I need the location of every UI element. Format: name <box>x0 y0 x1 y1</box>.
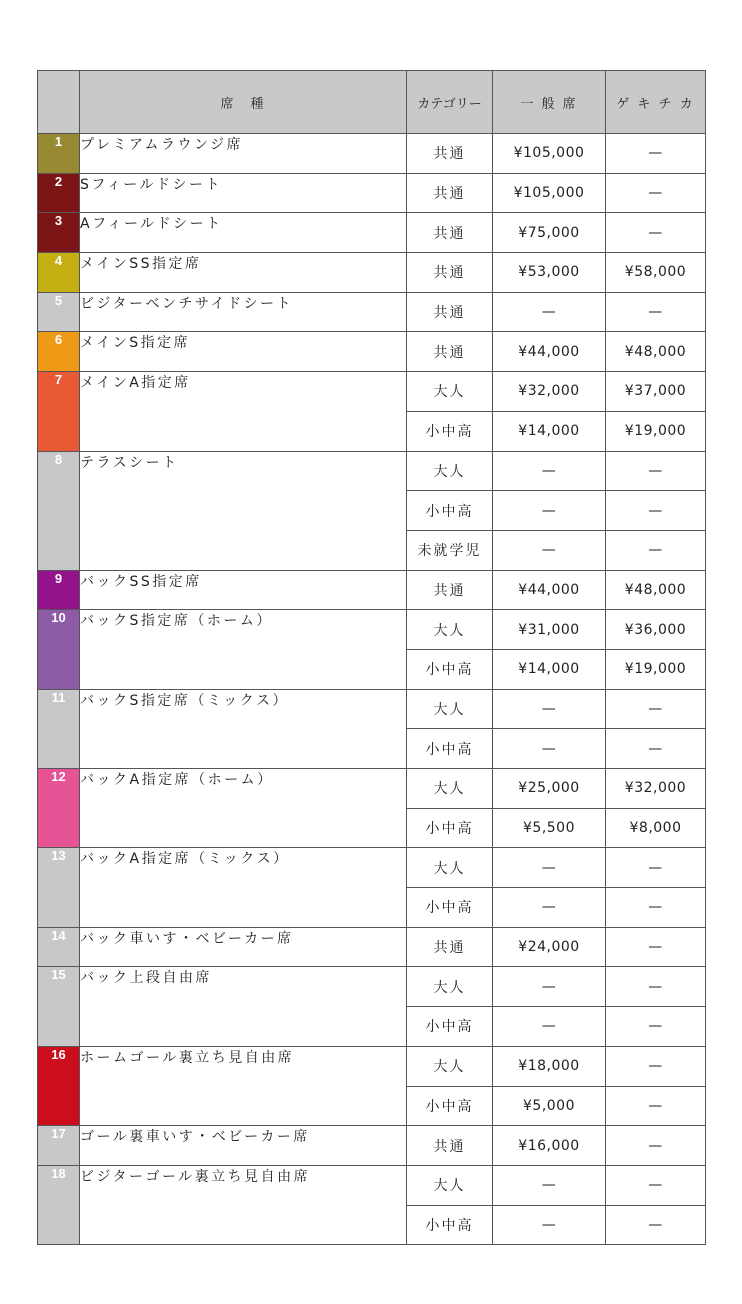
table-row <box>38 253 706 293</box>
table-row <box>38 1126 706 1166</box>
gekichika-price: — <box>606 451 706 491</box>
ticket-category: 小中高 <box>407 1007 493 1047</box>
seat-type-name: バックS指定席（ミックス） <box>80 689 407 768</box>
seat-type-name: メインSS指定席 <box>80 253 407 293</box>
ticket-category: 大人 <box>407 967 493 1007</box>
general-price: — <box>493 689 606 729</box>
seat-number-badge: 17 <box>38 1126 80 1166</box>
table-row <box>38 1046 706 1086</box>
header-number <box>38 71 80 134</box>
general-price: ¥105,000 <box>493 173 606 213</box>
general-price: — <box>493 888 606 928</box>
general-price: ¥25,000 <box>493 769 606 809</box>
gekichika-price: — <box>606 530 706 570</box>
general-price: ¥5,500 <box>493 808 606 848</box>
general-price: — <box>493 967 606 1007</box>
seat-type-name: バックS指定席（ホーム） <box>80 610 407 689</box>
table-row <box>38 689 706 729</box>
general-price: ¥32,000 <box>493 372 606 412</box>
gekichika-price: ¥37,000 <box>606 372 706 412</box>
ticket-category: 共通 <box>407 134 493 174</box>
header-seat-type: 席 種 <box>80 71 407 134</box>
general-price: — <box>493 530 606 570</box>
seat-number-badge: 5 <box>38 292 80 332</box>
table-row <box>38 134 706 174</box>
gekichika-price: ¥48,000 <box>606 332 706 372</box>
gekichika-price: — <box>606 1007 706 1047</box>
ticket-category: 大人 <box>407 1046 493 1086</box>
general-price: — <box>493 1205 606 1245</box>
ticket-category: 大人 <box>407 848 493 888</box>
general-price: — <box>493 729 606 769</box>
general-price: — <box>493 292 606 332</box>
ticket-category: 共通 <box>407 253 493 293</box>
table-row <box>38 213 706 253</box>
seat-number-badge: 1 <box>38 134 80 174</box>
seat-type-name: バック上段自由席 <box>80 967 407 1046</box>
gekichika-price: — <box>606 213 706 253</box>
table-row <box>38 570 706 610</box>
seat-type-name: バックA指定席（ミックス） <box>80 848 407 927</box>
table-row <box>38 372 706 412</box>
table-row <box>38 967 706 1007</box>
seat-price-table <box>37 70 706 1245</box>
gekichika-price: — <box>606 1086 706 1126</box>
seat-number-badge: 9 <box>38 570 80 610</box>
general-price: — <box>493 1007 606 1047</box>
seat-number-badge: 3 <box>38 213 80 253</box>
ticket-category: 大人 <box>407 769 493 809</box>
gekichika-price: ¥8,000 <box>606 808 706 848</box>
table-row <box>38 292 706 332</box>
gekichika-price: — <box>606 134 706 174</box>
ticket-category: 共通 <box>407 173 493 213</box>
table-body <box>38 134 706 1245</box>
gekichika-price: — <box>606 1046 706 1086</box>
ticket-category: 共通 <box>407 927 493 967</box>
gekichika-price: — <box>606 173 706 213</box>
general-price: ¥14,000 <box>493 411 606 451</box>
ticket-category: 大人 <box>407 689 493 729</box>
seat-number-badge: 6 <box>38 332 80 372</box>
ticket-category: 小中高 <box>407 1205 493 1245</box>
ticket-category: 小中高 <box>407 649 493 689</box>
general-price: ¥5,000 <box>493 1086 606 1126</box>
general-price: ¥18,000 <box>493 1046 606 1086</box>
gekichika-price: — <box>606 1165 706 1205</box>
seat-type-name: Sフィールドシート <box>80 173 407 213</box>
gekichika-price: — <box>606 1126 706 1166</box>
ticket-category: 大人 <box>407 610 493 650</box>
header-row <box>38 71 706 134</box>
gekichika-price: — <box>606 888 706 928</box>
ticket-category: 大人 <box>407 1165 493 1205</box>
table-row <box>38 1165 706 1205</box>
table-row <box>38 173 706 213</box>
gekichika-price: — <box>606 927 706 967</box>
general-price: — <box>493 1165 606 1205</box>
gekichika-price: ¥48,000 <box>606 570 706 610</box>
gekichika-price: ¥36,000 <box>606 610 706 650</box>
seat-type-name: バック車いす・ベビーカー席 <box>80 927 407 967</box>
header-general-seat: 一 般 席 <box>493 71 606 134</box>
seat-type-name: ホームゴール裏立ち見自由席 <box>80 1046 407 1125</box>
seat-type-name: Aフィールドシート <box>80 213 407 253</box>
header-category: カテゴリー <box>407 71 493 134</box>
general-price: ¥105,000 <box>493 134 606 174</box>
ticket-category: 小中高 <box>407 888 493 928</box>
seat-number-badge: 16 <box>38 1046 80 1125</box>
seat-type-name: ビジターゴール裏立ち見自由席 <box>80 1165 407 1244</box>
general-price: ¥75,000 <box>493 213 606 253</box>
ticket-category: 共通 <box>407 570 493 610</box>
ticket-category: 小中高 <box>407 1086 493 1126</box>
seat-number-badge: 15 <box>38 967 80 1046</box>
seat-number-badge: 10 <box>38 610 80 689</box>
seat-type-name: ゴール裏車いす・ベビーカー席 <box>80 1126 407 1166</box>
gekichika-price: — <box>606 689 706 729</box>
seat-number-badge: 18 <box>38 1165 80 1244</box>
header-gekichika: ゲ キ チ カ <box>606 71 706 134</box>
ticket-category: 大人 <box>407 451 493 491</box>
seat-number-badge: 4 <box>38 253 80 293</box>
gekichika-price: — <box>606 292 706 332</box>
seat-type-name: メインS指定席 <box>80 332 407 372</box>
ticket-category: 共通 <box>407 213 493 253</box>
general-price: ¥31,000 <box>493 610 606 650</box>
gekichika-price: — <box>606 1205 706 1245</box>
ticket-category: 未就学児 <box>407 530 493 570</box>
seat-number-badge: 12 <box>38 769 80 848</box>
general-price: — <box>493 451 606 491</box>
ticket-category: 小中高 <box>407 808 493 848</box>
ticket-category: 共通 <box>407 292 493 332</box>
seat-number-badge: 11 <box>38 689 80 768</box>
ticket-category: 共通 <box>407 1126 493 1166</box>
seat-type-name: メインA指定席 <box>80 372 407 451</box>
ticket-category: 共通 <box>407 332 493 372</box>
table-row <box>38 451 706 491</box>
table-row <box>38 769 706 809</box>
seat-number-badge: 7 <box>38 372 80 451</box>
seat-number-badge: 13 <box>38 848 80 927</box>
seat-type-name: テラスシート <box>80 451 407 570</box>
general-price: — <box>493 848 606 888</box>
table-row <box>38 610 706 650</box>
ticket-category: 小中高 <box>407 491 493 531</box>
seat-number-badge: 8 <box>38 451 80 570</box>
table-row <box>38 927 706 967</box>
gekichika-price: — <box>606 491 706 531</box>
seat-number-badge: 2 <box>38 173 80 213</box>
seat-type-name: ビジターベンチサイドシート <box>80 292 407 332</box>
gekichika-price: — <box>606 848 706 888</box>
ticket-category: 小中高 <box>407 729 493 769</box>
general-price: ¥16,000 <box>493 1126 606 1166</box>
table-row <box>38 332 706 372</box>
seat-type-name: プレミアムラウンジ席 <box>80 134 407 174</box>
gekichika-price: ¥58,000 <box>606 253 706 293</box>
gekichika-price: ¥32,000 <box>606 769 706 809</box>
seat-number-badge: 14 <box>38 927 80 967</box>
general-price: ¥44,000 <box>493 332 606 372</box>
general-price: ¥14,000 <box>493 649 606 689</box>
general-price: ¥44,000 <box>493 570 606 610</box>
general-price: ¥24,000 <box>493 927 606 967</box>
seat-type-name: バックA指定席（ホーム） <box>80 769 407 848</box>
gekichika-price: — <box>606 967 706 1007</box>
gekichika-price: ¥19,000 <box>606 411 706 451</box>
general-price: ¥53,000 <box>493 253 606 293</box>
table-row <box>38 848 706 888</box>
gekichika-price: ¥19,000 <box>606 649 706 689</box>
ticket-category: 小中高 <box>407 411 493 451</box>
seat-type-name: バックSS指定席 <box>80 570 407 610</box>
gekichika-price: — <box>606 729 706 769</box>
ticket-category: 大人 <box>407 372 493 412</box>
general-price: — <box>493 491 606 531</box>
